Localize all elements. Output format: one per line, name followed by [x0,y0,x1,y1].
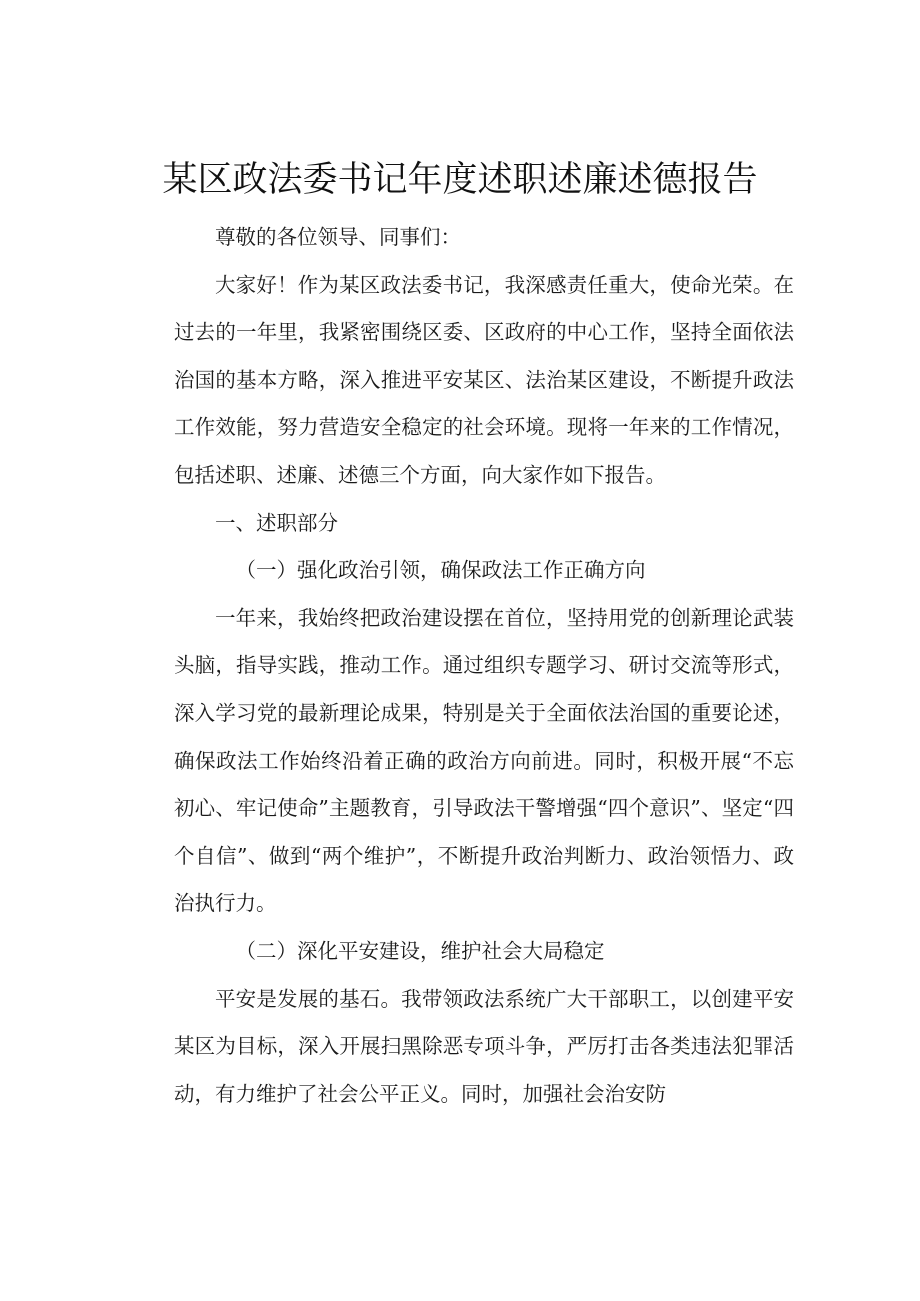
salutation: 尊敬的各位领导、同事们： [215,225,461,249]
intro-paragraph: 大家好！作为某区政法委书记，我深感责任重大，使命光荣。在过去的一年里，我紧密围绕区委、区政府的中心工作，坚持全面依法治国的基本方略，深入推进平安某区、法治某区建设，不断提升政法工作效能，努力营造安全稳定的社会环境。现将一年来的工作情况，包括述职、述廉、述德三个方面，向大家作如下报告。 [174,272,794,487]
document-title: 某区政法委书记年度述职述廉述德报告 [162,160,758,200]
subsection-heading-2: （二）深化平安建设，维护社会大局稳定 [235,938,605,963]
document-body [174,214,794,1118]
paragraph-safety-construction: 平安是发展的基石。我带领政法系统广大干部职工，以创建平安某区为目标，深入开展扫黑除恶专项斗争，严厉打击各类违法犯罪活动，有力维护了社会公平正义。同时，加强社会治安防 [174,986,794,1106]
paragraph-political-leadership: 一年来，我始终把政治建设摆在首位，坚持用党的创新理论武装头脑，指导实践，推动工作。通过组织专题学习、研讨交流等形式，深入学习党的最新理论成果，特别是关于全面依法治国的重要论述，确保政法工作始终沿着正确的政治方向前进。同时，积极开展“不忘初心、牢记使命”主题教育，引导政法干警增强“四个意识”、坚定“四个自信”、做到“两个维护”，不断提升政治判断力、政治领悟力、政治执行力。 [174,605,794,916]
section-heading-duty: 一、述职部分 [215,510,338,535]
subsection-heading-1: （一）强化政治引领，确保政法工作正确方向 [235,558,646,583]
